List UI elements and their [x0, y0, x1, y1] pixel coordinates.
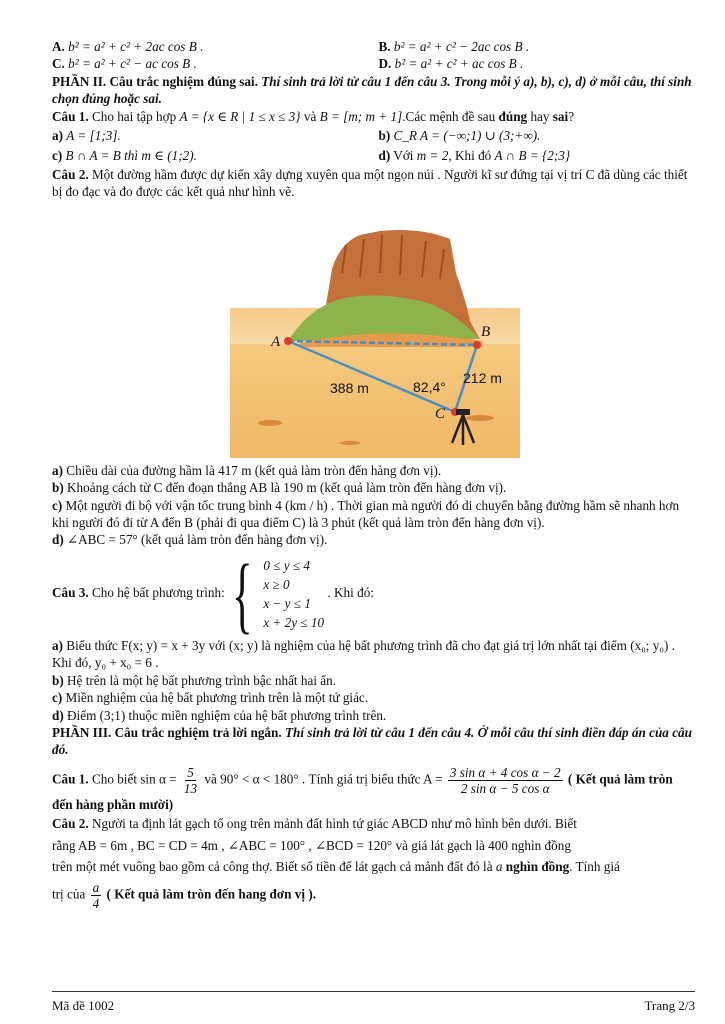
inequality-system: { 0 ≤ y ≤ 4 x ≥ 0 x − y ≤ 1 x + 2y ≤ 10 [232, 545, 325, 642]
top-options-row-2 [52, 55, 695, 72]
option-d: D. b² = a² + c² + ac cos B . [378, 56, 524, 72]
label-212m: 212 m [463, 369, 502, 386]
p2-q2-d: d) ∠ABC = 57° (kết quả làm tròn đến hàng đơn vị). [52, 532, 328, 548]
p2-q2-c: c) Một người đi bộ với vận tốc trung bình 4 (km / h) . Thời gian mà người đó di chuyển bằng đường hầm sẽ nhanh hơn khi người đó đi từ A đến B (phải đi qua điểm C) là 3 phút (kết quả làm tròn đến hàng đơn vị). [52, 497, 680, 531]
label-b: B [481, 323, 491, 340]
p2-q2-b: b) Khoảng cách từ C đến đoạn thẳng AB là 190 m (kết quả làm tròn đến hàng đơn vị). [52, 480, 507, 496]
option-a: A. b² = a² + c² + 2ac cos B . [52, 39, 204, 54]
p2-q3-stem: Câu 3. Cho hệ bất phương trình: { 0 ≤ y ≤ 4 x ≥ 0 x − y ≤ 1 x + 2y ≤ 10 . Khi đó: [52, 545, 374, 642]
p2-q3-d: d) Điểm (3;1) thuộc miền nghiệm của hệ bất phương trình trên. [52, 707, 387, 723]
label-388m: 388 m [330, 379, 369, 396]
page-number: Trang 2/3 [644, 998, 695, 1013]
fraction-5-13: $\frac{5}{13}$ [183, 764, 198, 796]
p2-q2-stem: Câu 2. Một đường hầm được dự kiến xây dựng xuyên qua một ngọn núi . Người kĩ sư đứng tại vị trí C đã dùng các thiết bị đo đạc và đo được các kết quả như hình vẽ. [52, 166, 688, 200]
p3-q2-l1: Câu 2. Người ta định lát gạch tổ ong trên mảnh đất hình tứ giác ABCD như mô hình bên dưới. Biết [52, 816, 577, 832]
sand-dune [340, 441, 360, 445]
tunnel-illustration [230, 213, 520, 458]
sand-dune [258, 420, 282, 426]
point-a [284, 337, 292, 345]
p3-q1: Câu 1. Cho biết sin α = $\frac{5}{13}$ và 90° < α < 180° . Tính giá trị biểu thức A = $\frac{\text{3 sin α + 4 cos α − 2}}{\text{2 sin α − 5 cos α}}$ ( Kết quả làm tròn đến hàng phần mười) [52, 764, 673, 812]
p2-q1-cd [52, 147, 695, 164]
top-options-row-1 [52, 38, 695, 55]
option-c: C. b² = a² + c² − ac cos B . [52, 56, 197, 72]
p2-q3-a: a) Biểu thức F(x; y) = x + 3y với (x; y) là nghiệm của hệ bất phương trình đã cho đạt giá trị lớn nhất tại điểm (x₀; y₀) . Khi đó, y₀ + x₀ = 6 . [52, 637, 675, 671]
p2-q1-d: d) Với m = 2, Khi đó A ∩ B = {2;3} [378, 147, 571, 163]
page-footer [52, 991, 695, 1014]
fraction-expression: $\frac{\text{3 sin α + 4 cos α − 2}}{\text{2 sin α − 5 cos α}}$ [449, 764, 561, 796]
fraction-a-4: $\frac{a}{4}$ [92, 879, 100, 911]
p3-q2-l4: trị của $\frac{a}{4}$ ( Kết quả làm tròn đến hang đơn vị ). [52, 879, 317, 911]
part3-heading: PHẦN III. Câu trắc nghiệm trả lời ngắn. Thí sinh trả lời từ câu 1 đến câu 4. Ở mỗi câu thí sinh điền đáp án của câu đó. [52, 725, 692, 758]
p2-q2-a: a) Chiều dài của đường hầm là 417 m (kết quả làm tròn đến hàng đơn vị). [52, 462, 442, 478]
p3-q2-l2: rằng AB = 6m , BC = CD = 4m , ∠ABC = 100° , ∠BCD = 120° và giá lát gạch là 400 nghìn đồng [52, 837, 571, 853]
p3-q2-l3: trên một mét vuông bao gồm cả công thợ. Biết số tiền để lát gạch cả mảnh đất đó là a nghìn đồng. Tính giá [52, 859, 620, 875]
p2-q1-b: b) C_R A = (−∞;1) ∪ (3;+∞). [378, 128, 541, 144]
p2-q1-a: a) A = [1;3]. [52, 128, 121, 144]
option-b: B. b² = a² + c² − 2ac cos B . [378, 39, 530, 54]
p2-q3-b: b) Hệ trên là một hệ bất phương trình bậc nhất hai ẩn. [52, 672, 337, 688]
system-brace: { [232, 545, 253, 642]
part2-heading: PHẦN II. Câu trắc nghiệm đúng sai. Thí sinh trả lời từ câu 1 đến câu 3. Trong mỗi ý a), b), c), d) ở mỗi câu, thí sinh chọn đúng hoặc sai. [52, 73, 692, 107]
label-angle: 82,4° [413, 378, 446, 395]
sand-dune [466, 415, 494, 421]
tunnel-figure [230, 213, 520, 458]
p2-q3-c: c) Miền nghiệm của hệ bất phương trình trên là một tứ giác. [52, 690, 369, 706]
p2-q1-c: c) B ∩ A = B thì m ∈ (1;2). [52, 147, 197, 163]
p2-q1-ab [52, 127, 695, 144]
label-a: A [271, 333, 281, 350]
label-c: C [435, 405, 446, 422]
p2-q1-stem: Câu 1. Cho hai tập hợp A = {x ∈ R | 1 ≤ x ≤ 3} và B = [m; m + 1].Các mệnh đề sau đúng hay sai? [52, 108, 575, 124]
point-b [473, 341, 481, 349]
exam-code: Mã đề 1002 [52, 998, 115, 1013]
